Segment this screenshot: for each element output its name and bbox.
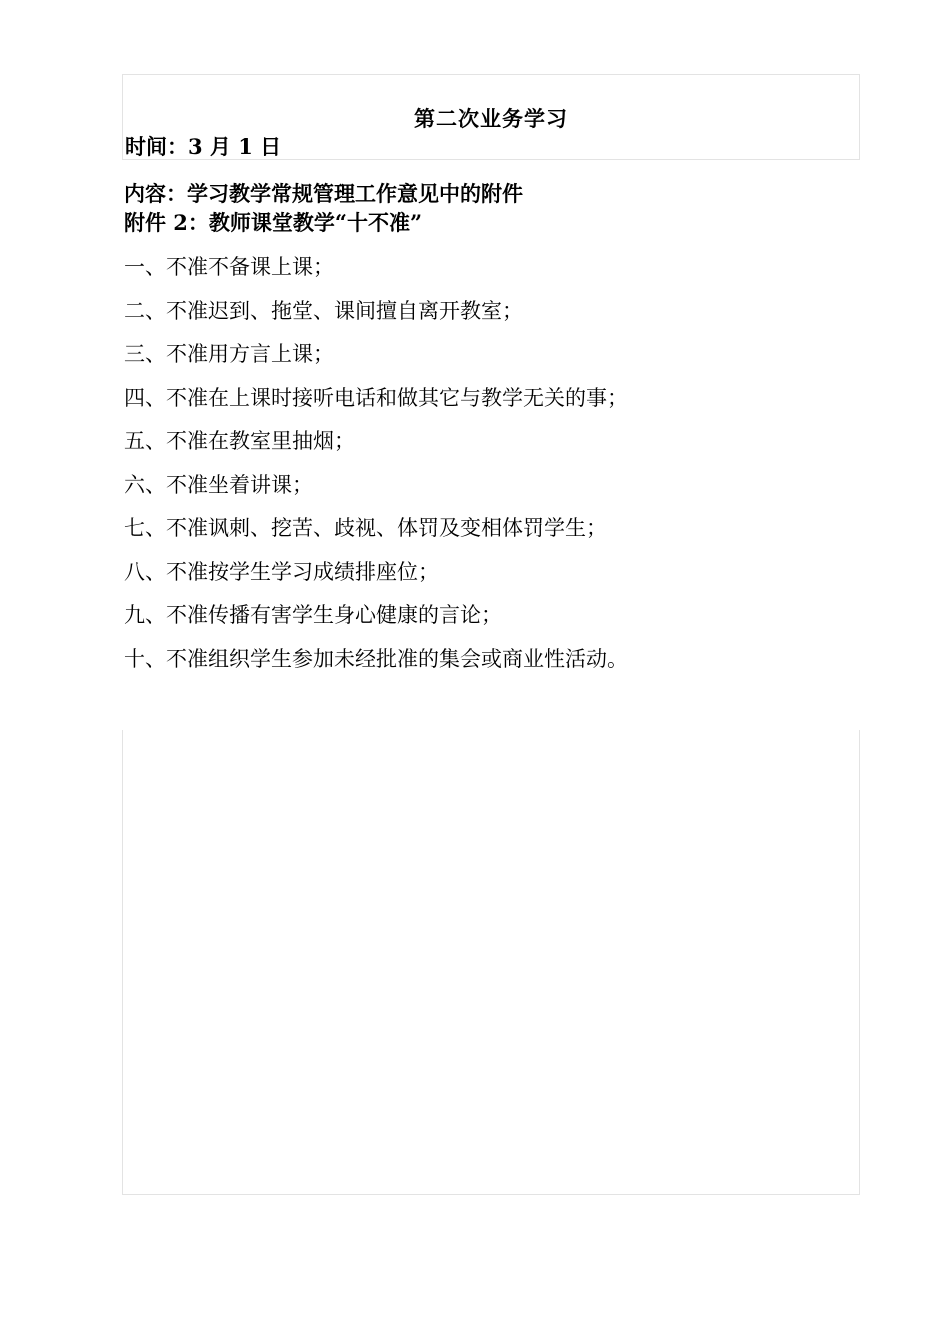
attachment-heading: 附件 2：教师课堂教学“十不准”: [124, 210, 423, 235]
rule-item: 九、不准传播有害学生身心健康的言论；: [124, 603, 502, 627]
document-title: 第二次业务学习: [414, 106, 568, 131]
header-table: [122, 74, 860, 160]
rule-item: 六、不准坐着讲课；: [124, 472, 313, 497]
rule-item: 四、不准在上课时接听电话和做其它与教学无关的事；: [124, 385, 628, 410]
content-line: 内容：学习教学常规管理工作意见中的附件: [124, 181, 523, 206]
rule-item: 五、不准在教室里抽烟；: [124, 429, 355, 453]
rule-item: 十、不准组织学生参加未经批准的集会或商业性活动。: [124, 646, 628, 671]
time-line: 时间：3 月 1 日: [125, 134, 282, 159]
rule-item: 八、不准按学生学习成绩排座位；: [124, 559, 439, 584]
rules-list: [124, 254, 860, 689]
content-section: [124, 179, 860, 237]
rule-item: 一、不准不备课上课；: [124, 255, 334, 279]
rule-item: 三、不准用方言上课；: [124, 342, 334, 366]
rule-item: 七、不准讽刺、挖苦、歧视、体罚及变相体罚学生；: [124, 516, 607, 540]
blank-table-area: [122, 730, 860, 1195]
rule-item: 二、不准迟到、拖堂、课间擅自离开教室；: [124, 298, 523, 323]
